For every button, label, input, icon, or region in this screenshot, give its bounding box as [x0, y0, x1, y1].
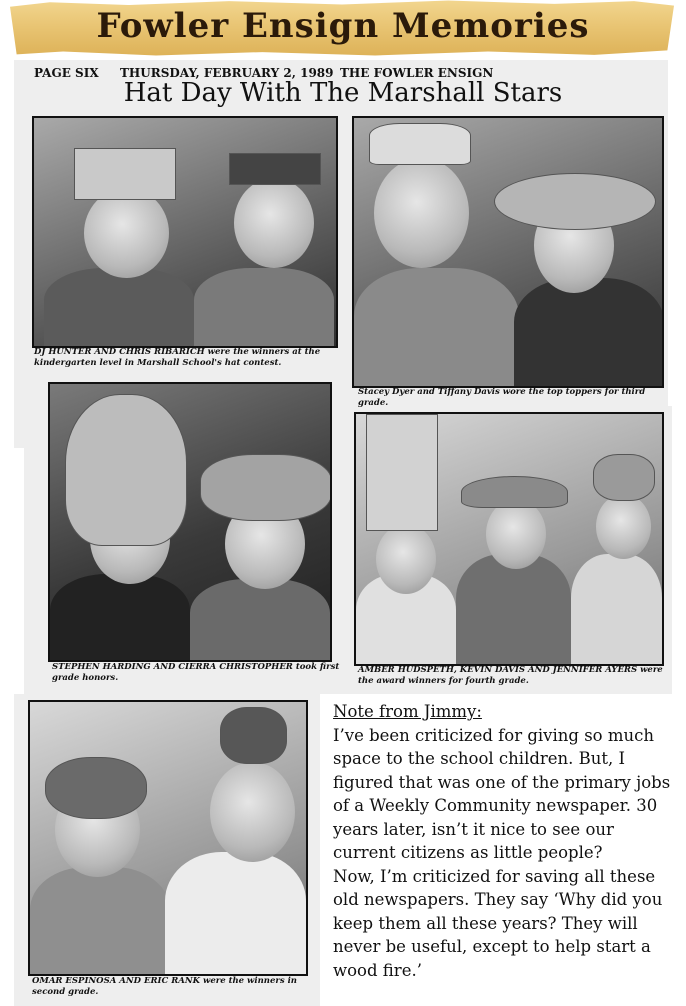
note-heading: Note from Jimmy:: [333, 702, 482, 721]
headline: Hat Day With The Marshall Stars: [123, 78, 563, 108]
banner-title: Fowler Ensign Memories: [96, 6, 590, 46]
caption-third-grade: Stacey Dyer and Tiffany Davis wore the top toppers for third grade.: [358, 387, 646, 408]
masthead-page: PAGE SIX: [34, 66, 99, 80]
masthead-paper: THE FOWLER ENSIGN: [340, 66, 494, 80]
photo-first-grade: [48, 382, 332, 662]
masthead-date: THURSDAY, FEBRUARY 2, 1989: [120, 66, 334, 80]
photo-second-grade: [28, 700, 308, 976]
photo-third-grade: [352, 116, 664, 388]
caption-fourth-grade: AMBER HUDSPETH, KEVIN DAVIS AND JENNIFER AYERS were the award winners for fourth grade.: [358, 665, 663, 686]
note-paragraph-2: Now, I’m criticized for saving all these old newspapers. They say ‘Why did you keep them all these years? They will never be useful, except to help start a wood fire.’: [333, 866, 663, 980]
caption-first-grade: STEPHEN HARDING AND CIERRA CHRISTOPHER took first grade honors.: [52, 662, 340, 683]
caption-kindergarten: DJ HUNTER AND CHRIS RIBARICH were the winners at the kindergarten level in Marshall School's hat contest.: [34, 347, 321, 368]
caption-second-grade: OMAR ESPINOSA AND ERIC RANK were the winners in second grade.: [32, 976, 297, 997]
photo-kindergarten: [32, 116, 338, 348]
note-paragraph-1: I’ve been criticized for giving so much space to the school children. But, I figured that was one of the primary jobs of a Weekly Community newspaper. 30 years later, isn’t it nice to see our current citizens as little people?: [333, 725, 671, 862]
photo-fourth-grade: [354, 412, 664, 666]
note-from-jimmy: [333, 700, 678, 982]
